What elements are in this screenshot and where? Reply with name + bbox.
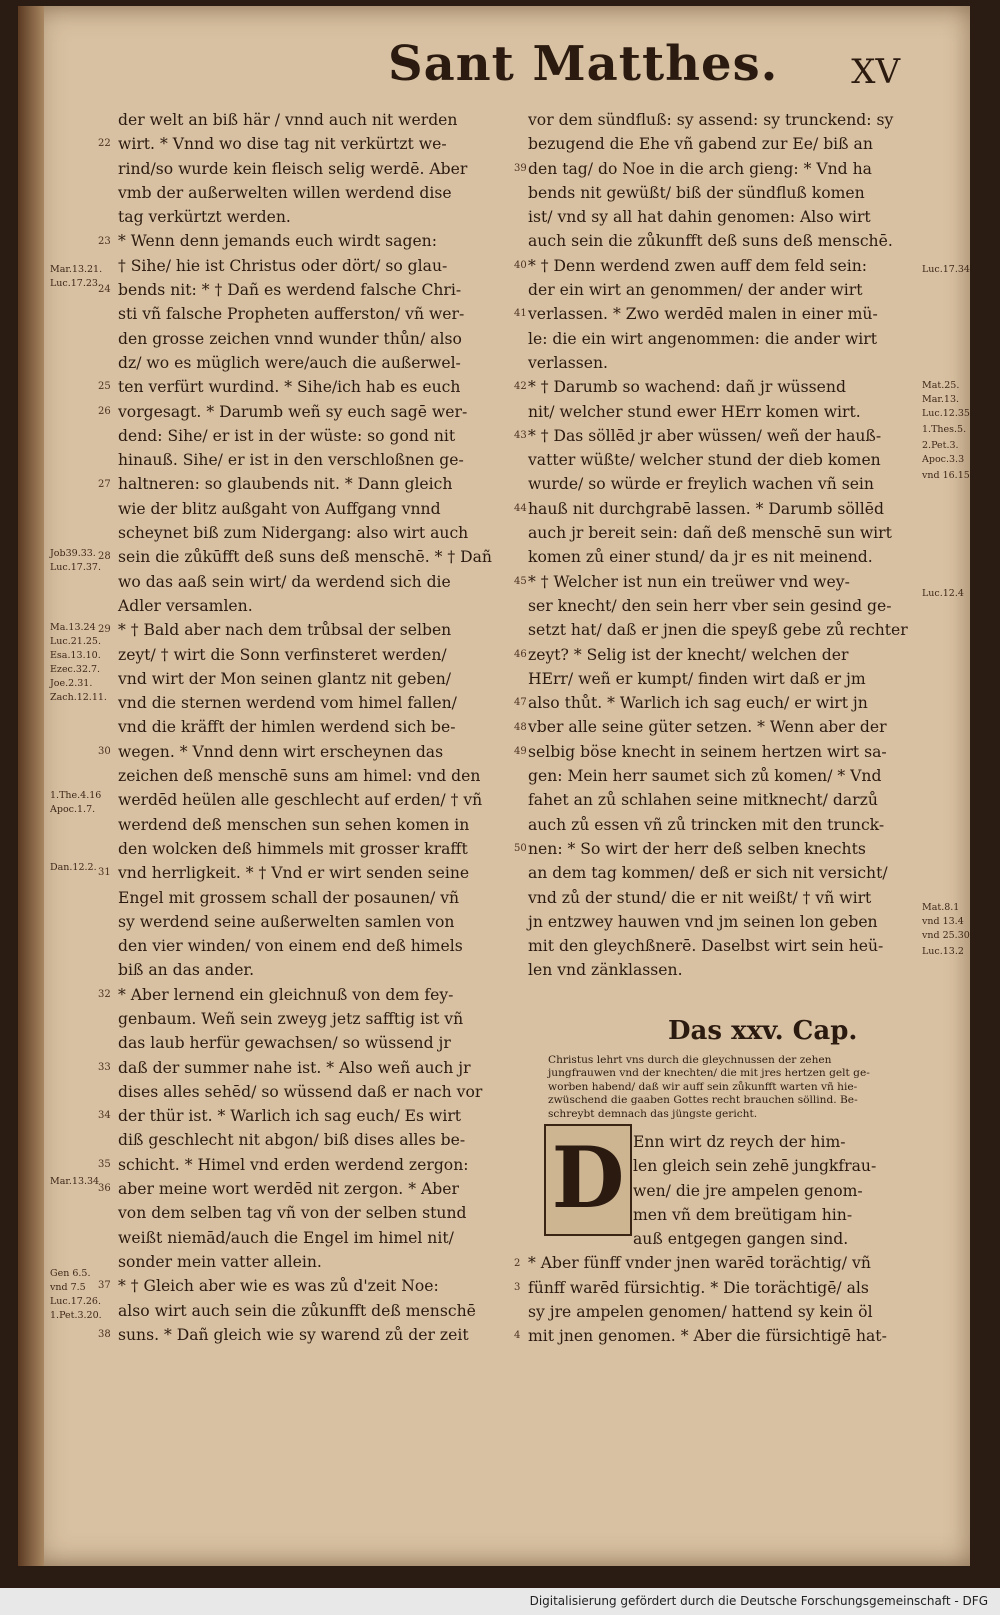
binding-gutter xyxy=(18,6,44,1566)
text-line: Engel mit grossem schall der posaunen/ vñ xyxy=(118,888,460,907)
text-line: bezugend die Ehe vñ gabend zur Ee/ biß an xyxy=(528,135,873,154)
text-line: * Aber fünff vnder jnen warēd torächtig/ vñ xyxy=(528,1254,871,1273)
text-line: genbaum. Weñ sein zweyg jetz safftig ist vñ xyxy=(118,1009,464,1028)
text-line: dises alles sehēd/ so wüssend daß er nach vor xyxy=(118,1082,483,1101)
verse-number: 46 xyxy=(514,648,527,660)
decorated-initial: D xyxy=(544,1124,632,1236)
text-line: zeyt/ † wirt die Sonn verfinsteret werden/ xyxy=(118,645,447,664)
text-line: von dem selben tag vñ von der selben stund xyxy=(118,1204,467,1223)
text-line: auch sein die zůkunfft deß suns deß menschē. xyxy=(528,232,893,251)
text-line: vnd zů der stund/ die er nit weißt/ † vñ wirt xyxy=(528,888,872,907)
text-line: an dem tag kommen/ deß er sich nit versicht/ xyxy=(528,864,888,883)
text-line: scheynet biß zum Nidergang: also wirt auch xyxy=(118,524,469,543)
text-line: den wolcken deß himmels mit grosser krafft xyxy=(118,839,468,858)
chapter-text xyxy=(528,1130,918,1349)
text-line: suns. * Dañ gleich wie sy warend zů der zeit xyxy=(118,1325,469,1344)
running-head: Sant Matthes. xyxy=(388,36,779,92)
text-line: nen: * So wirt der herr deß selben knechts xyxy=(528,839,866,858)
verse-number: 22 xyxy=(98,138,111,150)
text-line: schicht. * Himel vnd erden werdend zergon: xyxy=(118,1155,469,1174)
margin-reference: Dan.12.2. xyxy=(50,862,97,873)
text-line: also wirt auch sein die zůkunfft deß menschē xyxy=(118,1301,476,1320)
verse-number: 24 xyxy=(98,284,111,296)
margin-reference: Luc.17.23. xyxy=(50,278,101,289)
verse-number: 43 xyxy=(514,429,527,441)
text-line: den tag/ do Noe in die arch gieng: * Vnd ha xyxy=(528,159,872,178)
text-line: men vñ dem breütigam hin- xyxy=(633,1205,853,1224)
margin-reference: Mat.8.1 xyxy=(922,902,960,913)
text-line: tag verkürtzt werden. xyxy=(118,208,291,227)
text-line: mit jnen genomen. * Aber die fürsichtigē hat- xyxy=(528,1327,887,1346)
text-line: den vier winden/ von einem end deß himels xyxy=(118,937,463,956)
verse-number: 39 xyxy=(514,162,527,174)
text-line: werdēd heülen alle geschlecht auf erden/ † vñ xyxy=(118,791,483,810)
left-column xyxy=(118,108,510,1347)
margin-reference: Ezec.32.7. xyxy=(50,664,101,675)
text-line: vnd herrligkeit. * † Vnd er wirt senden seine xyxy=(118,864,470,883)
text-line: sonder mein vatter allein. xyxy=(118,1252,322,1271)
text-line: sy werdend seine außerwelten samlen von xyxy=(118,912,455,931)
text-line: auch jr bereit sein: dañ deß menschē sun wirt xyxy=(528,524,892,543)
text-line: zeichen deß menschē suns am himel: vnd den xyxy=(118,767,481,786)
text-line: mit den gleychßnerē. Daselbst wirt sein heü- xyxy=(528,937,884,956)
margin-reference: Luc.12.4 xyxy=(922,588,964,599)
text-line: vatter wüßte/ welcher stund der dieb komen xyxy=(528,451,881,470)
text-line: * † Gleich aber wie es was zů d'zeit Noe: xyxy=(118,1277,439,1296)
text-line: werdend deß menschen sun sehen komen in xyxy=(118,815,470,834)
margin-reference: vnd 13.4 xyxy=(922,916,964,927)
text-line: hinauß. Sihe/ er ist in den verschloßnen ge- xyxy=(118,451,464,470)
text-line: vber alle seine güter setzen. * Wenn aber der xyxy=(528,718,887,737)
book-page xyxy=(18,6,970,1566)
verse-number: 37 xyxy=(98,1280,111,1292)
verse-number: 47 xyxy=(514,697,527,709)
verse-number: 3 xyxy=(514,1281,521,1293)
text-line: * † Denn werdend zwen auff dem feld sein: xyxy=(528,256,868,275)
text-line: daß der summer nahe ist. * Also weñ auch jr xyxy=(118,1058,471,1077)
text-line: vnd wirt der Mon seinen glantz nit geben/ xyxy=(118,669,451,688)
text-line: jn entzwey hauwen vnd jm seinen lon geben xyxy=(528,912,878,931)
margin-reference: Luc.21.25. xyxy=(50,636,101,647)
text-line: le: die ein wirt angenommen: die ander wirt xyxy=(528,329,878,348)
text-line: auß entgegen gangen sind. xyxy=(633,1230,849,1249)
text-line: wo das aaß sein wirt/ da werdend sich die xyxy=(118,572,451,591)
text-line: biß an das ander. xyxy=(118,961,255,980)
margin-reference: Luc.17.37. xyxy=(50,562,101,573)
text-line: das laub herfür gewachsen/ so wüssend jr xyxy=(118,1034,451,1053)
text-line: fünff warēd fürsichtig. * Die torächtigē/ als xyxy=(528,1278,869,1297)
text-line: wie der blitz außgaht von Auffgang vnnd xyxy=(118,499,441,518)
text-line: verlassen. * Zwo werdēd malen in einer mü- xyxy=(528,305,878,324)
text-line: vnd die sternen werdend vom himel fallen/ xyxy=(118,694,457,713)
text-line: sein die zůkūfft deß suns deß menschē. * † Dañ xyxy=(118,548,492,567)
margin-reference: Gen 6.5. xyxy=(50,1268,91,1279)
text-line: haltneren: so glaubends nit. * Dann gleich xyxy=(118,475,453,494)
text-line: len gleich sein zehē jungkfrau- xyxy=(633,1157,877,1176)
text-line: wirt. * Vnnd wo dise tag nit verkürtzt we- xyxy=(118,135,447,154)
verse-number: 42 xyxy=(514,381,527,393)
text-line: auch zů essen vñ zů trincken mit den trunck- xyxy=(528,815,885,834)
text-line: aber meine wort werdēd nit zergon. * Aber xyxy=(118,1180,459,1199)
text-line: jungfrauwen vnd der knechten/ die mit jres hertzen gelt ge- xyxy=(548,1067,870,1080)
text-line: vmb der außerwelten willen werdend dise xyxy=(118,183,452,202)
verse-number: 4 xyxy=(514,1330,521,1342)
margin-reference: 1.Pet.3.20. xyxy=(50,1310,102,1321)
margin-reference: Mar.13. xyxy=(922,394,960,405)
text-line: komen zů einer stund/ da jr es nit meinend. xyxy=(528,548,873,567)
text-line: † Sihe/ hie ist Christus oder dört/ so glau- xyxy=(118,256,448,275)
footer-credit: Digitalisierung gefördert durch die Deutsche Forschungsgemeinschaft - DFG xyxy=(529,1594,988,1608)
verse-number: 35 xyxy=(98,1158,111,1170)
margin-reference: Mar.13.21. xyxy=(50,264,103,275)
text-line: also thůt. * Warlich ich sag euch/ er wirt jn xyxy=(528,694,868,713)
margin-reference: Luc.17.34 xyxy=(922,264,970,275)
verse-number: 38 xyxy=(98,1329,111,1340)
margin-reference: 1.Thes.5. xyxy=(922,424,967,435)
digitization-footer xyxy=(0,1588,1000,1615)
margin-reference: Zach.12.11. xyxy=(50,692,107,703)
verse-number: 34 xyxy=(98,1110,111,1122)
text-line: bends nit: * † Dañ es werdend falsche Chri- xyxy=(118,281,462,300)
text-line: sy jre ampelen genomen/ hattend sy kein öl xyxy=(528,1303,873,1322)
margin-reference: Luc.17.26. xyxy=(50,1296,101,1307)
margin-reference: Mat.25. xyxy=(922,380,960,391)
text-line: len vnd zänklassen. xyxy=(528,961,683,980)
margin-reference: Ma.13.24 xyxy=(50,622,96,633)
verse-number: 50 xyxy=(514,843,527,854)
text-line: * † Das söllēd jr aber wüssen/ weñ der hauß- xyxy=(528,426,882,445)
text-line: bends nit gewüßt/ biß der sündfluß komen xyxy=(528,183,865,202)
margin-reference: Joe.2.31. xyxy=(50,678,93,689)
margin-reference: Luc.12.35 xyxy=(922,408,970,419)
text-line: selbig böse knecht in seinem hertzen wirt sa- xyxy=(528,742,887,761)
text-line: hauß nit durchgrabē lassen. * Darumb söllēd xyxy=(528,499,884,518)
text-line: zwüschend die gaaben Gottes recht brauchen söllind. Be- xyxy=(548,1094,858,1107)
verse-number: 30 xyxy=(98,745,111,757)
text-line: der thür ist. * Warlich ich sag euch/ Es wirt xyxy=(118,1107,462,1126)
text-line: Christus lehrt vns durch die gleychnussen der zehen xyxy=(548,1054,832,1066)
text-line: worben habend/ daß wir auff sein zůkunfft warten vñ hie- xyxy=(548,1080,858,1093)
text-line: schreybt demnach das jüngste gericht. xyxy=(548,1107,758,1120)
verse-number: 32 xyxy=(98,988,111,1000)
margin-reference: vnd 16.15 xyxy=(922,470,970,481)
text-line: setzt hat/ daß er jnen die speyß gebe zů rechter xyxy=(528,621,908,640)
text-line: rind/so wurde kein fleisch selig werdē. Aber xyxy=(118,159,468,178)
margin-reference: Job39.33. xyxy=(50,548,96,559)
text-line: * † Bald aber nach dem trůbsal der selben xyxy=(118,621,452,640)
text-line: wegen. * Vnnd denn wirt erscheynen das xyxy=(118,742,444,761)
verse-number: 36 xyxy=(98,1183,111,1195)
verse-number: 33 xyxy=(98,1061,111,1073)
margin-reference: vnd 7.5 xyxy=(50,1282,86,1293)
text-line: vorgesagt. * Darumb weñ sy euch sagē wer- xyxy=(118,402,468,421)
margin-reference: Apoc.1.7. xyxy=(50,804,96,815)
margin-reference: Apoc.3.3 xyxy=(922,454,965,465)
verse-number: 41 xyxy=(514,308,527,320)
text-line: ser knecht/ den sein herr vber sein gesind ge- xyxy=(528,596,892,615)
text-line: wurde/ so würde er freylich wachen vñ sein xyxy=(528,475,874,494)
verse-number: 29 xyxy=(98,624,111,636)
text-line: dend: Sihe/ er ist in der wüste: so gond nit xyxy=(118,426,456,445)
text-line: dz/ wo es müglich were/auch die außerwel- xyxy=(118,353,461,372)
text-line: gen: Mein herr saumet sich zů komen/ * Vnd xyxy=(528,767,882,786)
text-line: * Aber lernend ein gleichnuß von dem fey- xyxy=(118,985,454,1004)
text-line: ist/ vnd sy all hat dahin genomen: Also wirt xyxy=(528,208,871,227)
margin-reference: Luc.13.2 xyxy=(922,946,964,957)
verse-number: 31 xyxy=(98,867,111,879)
text-line: vor dem sündfluß: sy assend: sy trunckend: sy xyxy=(528,111,894,129)
margin-reference: vnd 25.30 xyxy=(922,930,970,941)
verse-number: 23 xyxy=(98,235,111,247)
text-line: HErr/ weñ er kumpt/ finden wirt daß er jm xyxy=(528,669,866,688)
text-line: nit/ welcher stund ewer HErr komen wirt. xyxy=(528,402,861,421)
text-line: vnd die kräfft der himlen werdend sich be- xyxy=(118,718,456,737)
margin-reference: Esa.13.10. xyxy=(50,650,101,661)
verse-number: 45 xyxy=(514,575,527,587)
verse-number: 2 xyxy=(514,1257,521,1269)
margin-reference: 1.The.4.16 xyxy=(50,790,102,801)
right-column xyxy=(528,108,918,983)
verse-number: 25 xyxy=(98,381,111,393)
text-line: Enn wirt dz reych der him- xyxy=(633,1133,846,1151)
text-line: der ein wirt an genommen/ der ander wirt xyxy=(528,281,863,300)
chapter-summary xyxy=(548,1054,918,1121)
text-line: * † Welcher ist nun ein treüwer vnd wey- xyxy=(528,572,850,591)
text-line: * † Darumb so wachend: dañ jr wüssend xyxy=(528,378,846,397)
text-line: verlassen. xyxy=(528,353,609,372)
verse-number: 27 xyxy=(98,478,111,490)
text-line: * Wenn denn jemands euch wirdt sagen: xyxy=(118,232,437,251)
text-line: zeyt? * Selig ist der knecht/ welchen der xyxy=(528,645,849,664)
text-line: Adler versamlen. xyxy=(118,596,253,615)
verse-number: 48 xyxy=(514,721,527,733)
margin-reference: 2.Pet.3. xyxy=(922,440,959,451)
verse-number: 49 xyxy=(514,745,527,757)
verse-number: 44 xyxy=(514,502,527,514)
text-line: weißt niemād/auch die Engel im himel nit/ xyxy=(118,1228,454,1247)
text-line: wen/ die jre ampelen genom- xyxy=(633,1181,863,1200)
text-line: diß geschlecht nit abgon/ biß dises alles be- xyxy=(118,1131,466,1150)
chapter-heading: Das xxv. Cap. xyxy=(668,1016,858,1046)
text-line: sti vñ falsche Propheten aufferston/ vñ wer- xyxy=(118,305,465,324)
text-line: ten verfürt wurdind. * Sihe/ich hab es euch xyxy=(118,378,461,397)
margin-reference: Mar.13.34 xyxy=(50,1176,100,1187)
verse-number: 28 xyxy=(98,551,111,563)
verse-number: 40 xyxy=(514,259,527,271)
text-line: fahet an zů schlahen seine mitknecht/ darzů xyxy=(528,791,878,810)
verse-number: 26 xyxy=(98,405,111,417)
folio-number: XV xyxy=(851,52,900,92)
text-line: der welt an biß här / vnnd auch nit werden xyxy=(118,111,458,129)
text-line: den grosse zeichen vnnd wunder thůn/ also xyxy=(118,329,462,348)
